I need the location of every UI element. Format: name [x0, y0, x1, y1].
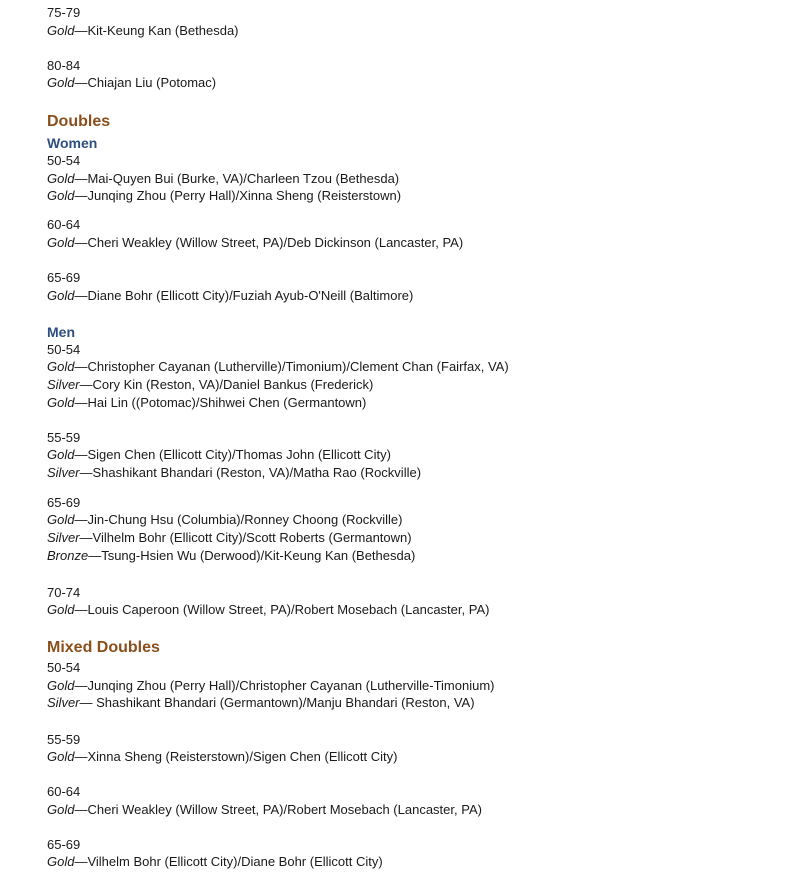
- dash: —: [74, 171, 88, 186]
- medal: Gold: [47, 602, 75, 617]
- dash: —: [74, 678, 88, 693]
- names: Vilhelm Bohr (Ellicott City)/Scott Roberts (Germantown): [92, 530, 412, 545]
- medal: Bronze: [47, 548, 89, 563]
- result-line: [47, 358, 509, 376]
- age-group: 55-59: [47, 430, 81, 445]
- age-group: 50-54: [47, 660, 81, 675]
- names: Diane Bohr (Ellicott City)/Fuziah Ayub-O'Neill (Baltimore): [87, 288, 414, 303]
- result-line: [47, 22, 239, 40]
- medal: Gold: [47, 171, 75, 186]
- section-heading: Mixed Doubles: [47, 639, 160, 656]
- medal: Silver: [47, 530, 80, 545]
- dash: —: [74, 288, 88, 303]
- section-heading: Doubles: [47, 113, 111, 130]
- result-line: [47, 748, 397, 766]
- medal: Gold: [47, 678, 75, 693]
- medal: Gold: [47, 359, 75, 374]
- dash: —: [74, 23, 88, 38]
- medal: Gold: [47, 512, 75, 527]
- age-group: 65-69: [47, 270, 81, 285]
- result-line: [47, 234, 463, 252]
- dash: —: [74, 235, 88, 250]
- dash: —: [74, 602, 88, 617]
- medal: Silver: [47, 465, 80, 480]
- age-group: 70-74: [47, 585, 81, 600]
- result-line: [47, 529, 412, 547]
- dash: —: [74, 359, 88, 374]
- result-line: [47, 74, 216, 92]
- names: Jin-Chung Hsu (Columbia)/Ronney Choong (Rockville): [87, 512, 403, 527]
- subsection-heading: Women: [47, 135, 98, 151]
- names: Louis Caperoon (Willow Street, PA)/Robert Mosebach (Lancaster, PA): [87, 602, 490, 617]
- names: Shashikant Bhandari (Germantown)/Manju Bhandari (Reston, VA): [96, 695, 475, 710]
- result-line: [47, 677, 494, 695]
- names: Chiajan Liu (Potomac): [87, 75, 217, 90]
- age-group: 60-64: [47, 784, 81, 799]
- dash: —: [79, 465, 93, 480]
- dash: —: [74, 447, 88, 462]
- names: Cheri Weakley (Willow Street, PA)/Deb Dickinson (Lancaster, PA): [87, 235, 464, 250]
- medal: Gold: [47, 235, 75, 250]
- age-group: 50-54: [47, 342, 81, 357]
- medal: Gold: [47, 854, 75, 869]
- names: Junqing Zhou (Perry Hall)/Christopher Cayanan (Lutherville-Timonium): [87, 678, 495, 693]
- result-line: [47, 511, 403, 529]
- result-line: [47, 694, 475, 712]
- age-group: 55-59: [47, 732, 81, 747]
- dash: —: [74, 802, 88, 817]
- medal: Silver: [47, 695, 80, 710]
- dash: —: [74, 188, 88, 203]
- names: Cheri Weakley (Willow Street, PA)/Robert Mosebach (Lancaster, PA): [87, 802, 482, 817]
- names: Kit-Keung Kan (Bethesda): [87, 23, 239, 38]
- names: Xinna Sheng (Reisterstown)/Sigen Chen (Ellicott City): [87, 749, 398, 764]
- names: Junqing Zhou (Perry Hall)/Xinna Sheng (Reisterstown): [87, 188, 402, 203]
- dash: —: [79, 377, 93, 392]
- age-group: 50-54: [47, 153, 81, 168]
- medal: Gold: [47, 749, 75, 764]
- names: Christopher Cayanan (Lutherville)/Timonium)/Clement Chan (Fairfax, VA): [87, 359, 509, 374]
- medal: Gold: [47, 447, 75, 462]
- medal: Gold: [47, 75, 75, 90]
- result-line: [47, 187, 401, 205]
- result-line: [47, 170, 399, 188]
- result-line: [47, 853, 383, 871]
- names: Sigen Chen (Ellicott City)/Thomas John (Ellicott City): [87, 447, 391, 462]
- age-group: 65-69: [47, 837, 81, 852]
- names: Vilhelm Bohr (Ellicott City)/Diane Bohr (Ellicott City): [87, 854, 383, 869]
- result-line: [47, 601, 489, 619]
- names: Tsung-Hsien Wu (Derwood)/Kit-Keung Kan (Bethesda): [101, 548, 416, 563]
- result-line: [47, 376, 373, 394]
- names: Hai Lin ((Potomac)/Shihwei Chen (Germantown): [87, 395, 367, 410]
- dash: —: [88, 548, 102, 563]
- age-group: 60-64: [47, 217, 81, 232]
- medal: Silver: [47, 377, 80, 392]
- age-group: 75-79: [47, 5, 81, 20]
- dash: —: [74, 75, 88, 90]
- result-line: [47, 394, 366, 412]
- medal: Gold: [47, 23, 75, 38]
- names: Shashikant Bhandari (Reston, VA)/Matha Rao (Rockville): [92, 465, 422, 480]
- result-line: [47, 547, 415, 565]
- result-line: [47, 801, 482, 819]
- dash: —: [79, 530, 93, 545]
- dash: —: [74, 749, 88, 764]
- names: Cory Kin (Reston, VA)/Daniel Bankus (Frederick): [92, 377, 374, 392]
- dash: —: [74, 854, 88, 869]
- age-group: 65-69: [47, 495, 81, 510]
- age-group: 80-84: [47, 58, 81, 73]
- medal: Gold: [47, 188, 75, 203]
- medal: Gold: [47, 288, 75, 303]
- result-line: [47, 287, 413, 305]
- dash: —: [79, 695, 97, 710]
- medal: Gold: [47, 395, 75, 410]
- medal: Gold: [47, 802, 75, 817]
- result-line: [47, 446, 391, 464]
- dash: —: [74, 395, 88, 410]
- names: Mai-Quyen Bui (Burke, VA)/Charleen Tzou (Bethesda): [87, 171, 400, 186]
- dash: —: [74, 512, 88, 527]
- subsection-heading: Men: [47, 324, 75, 340]
- result-line: [47, 464, 421, 482]
